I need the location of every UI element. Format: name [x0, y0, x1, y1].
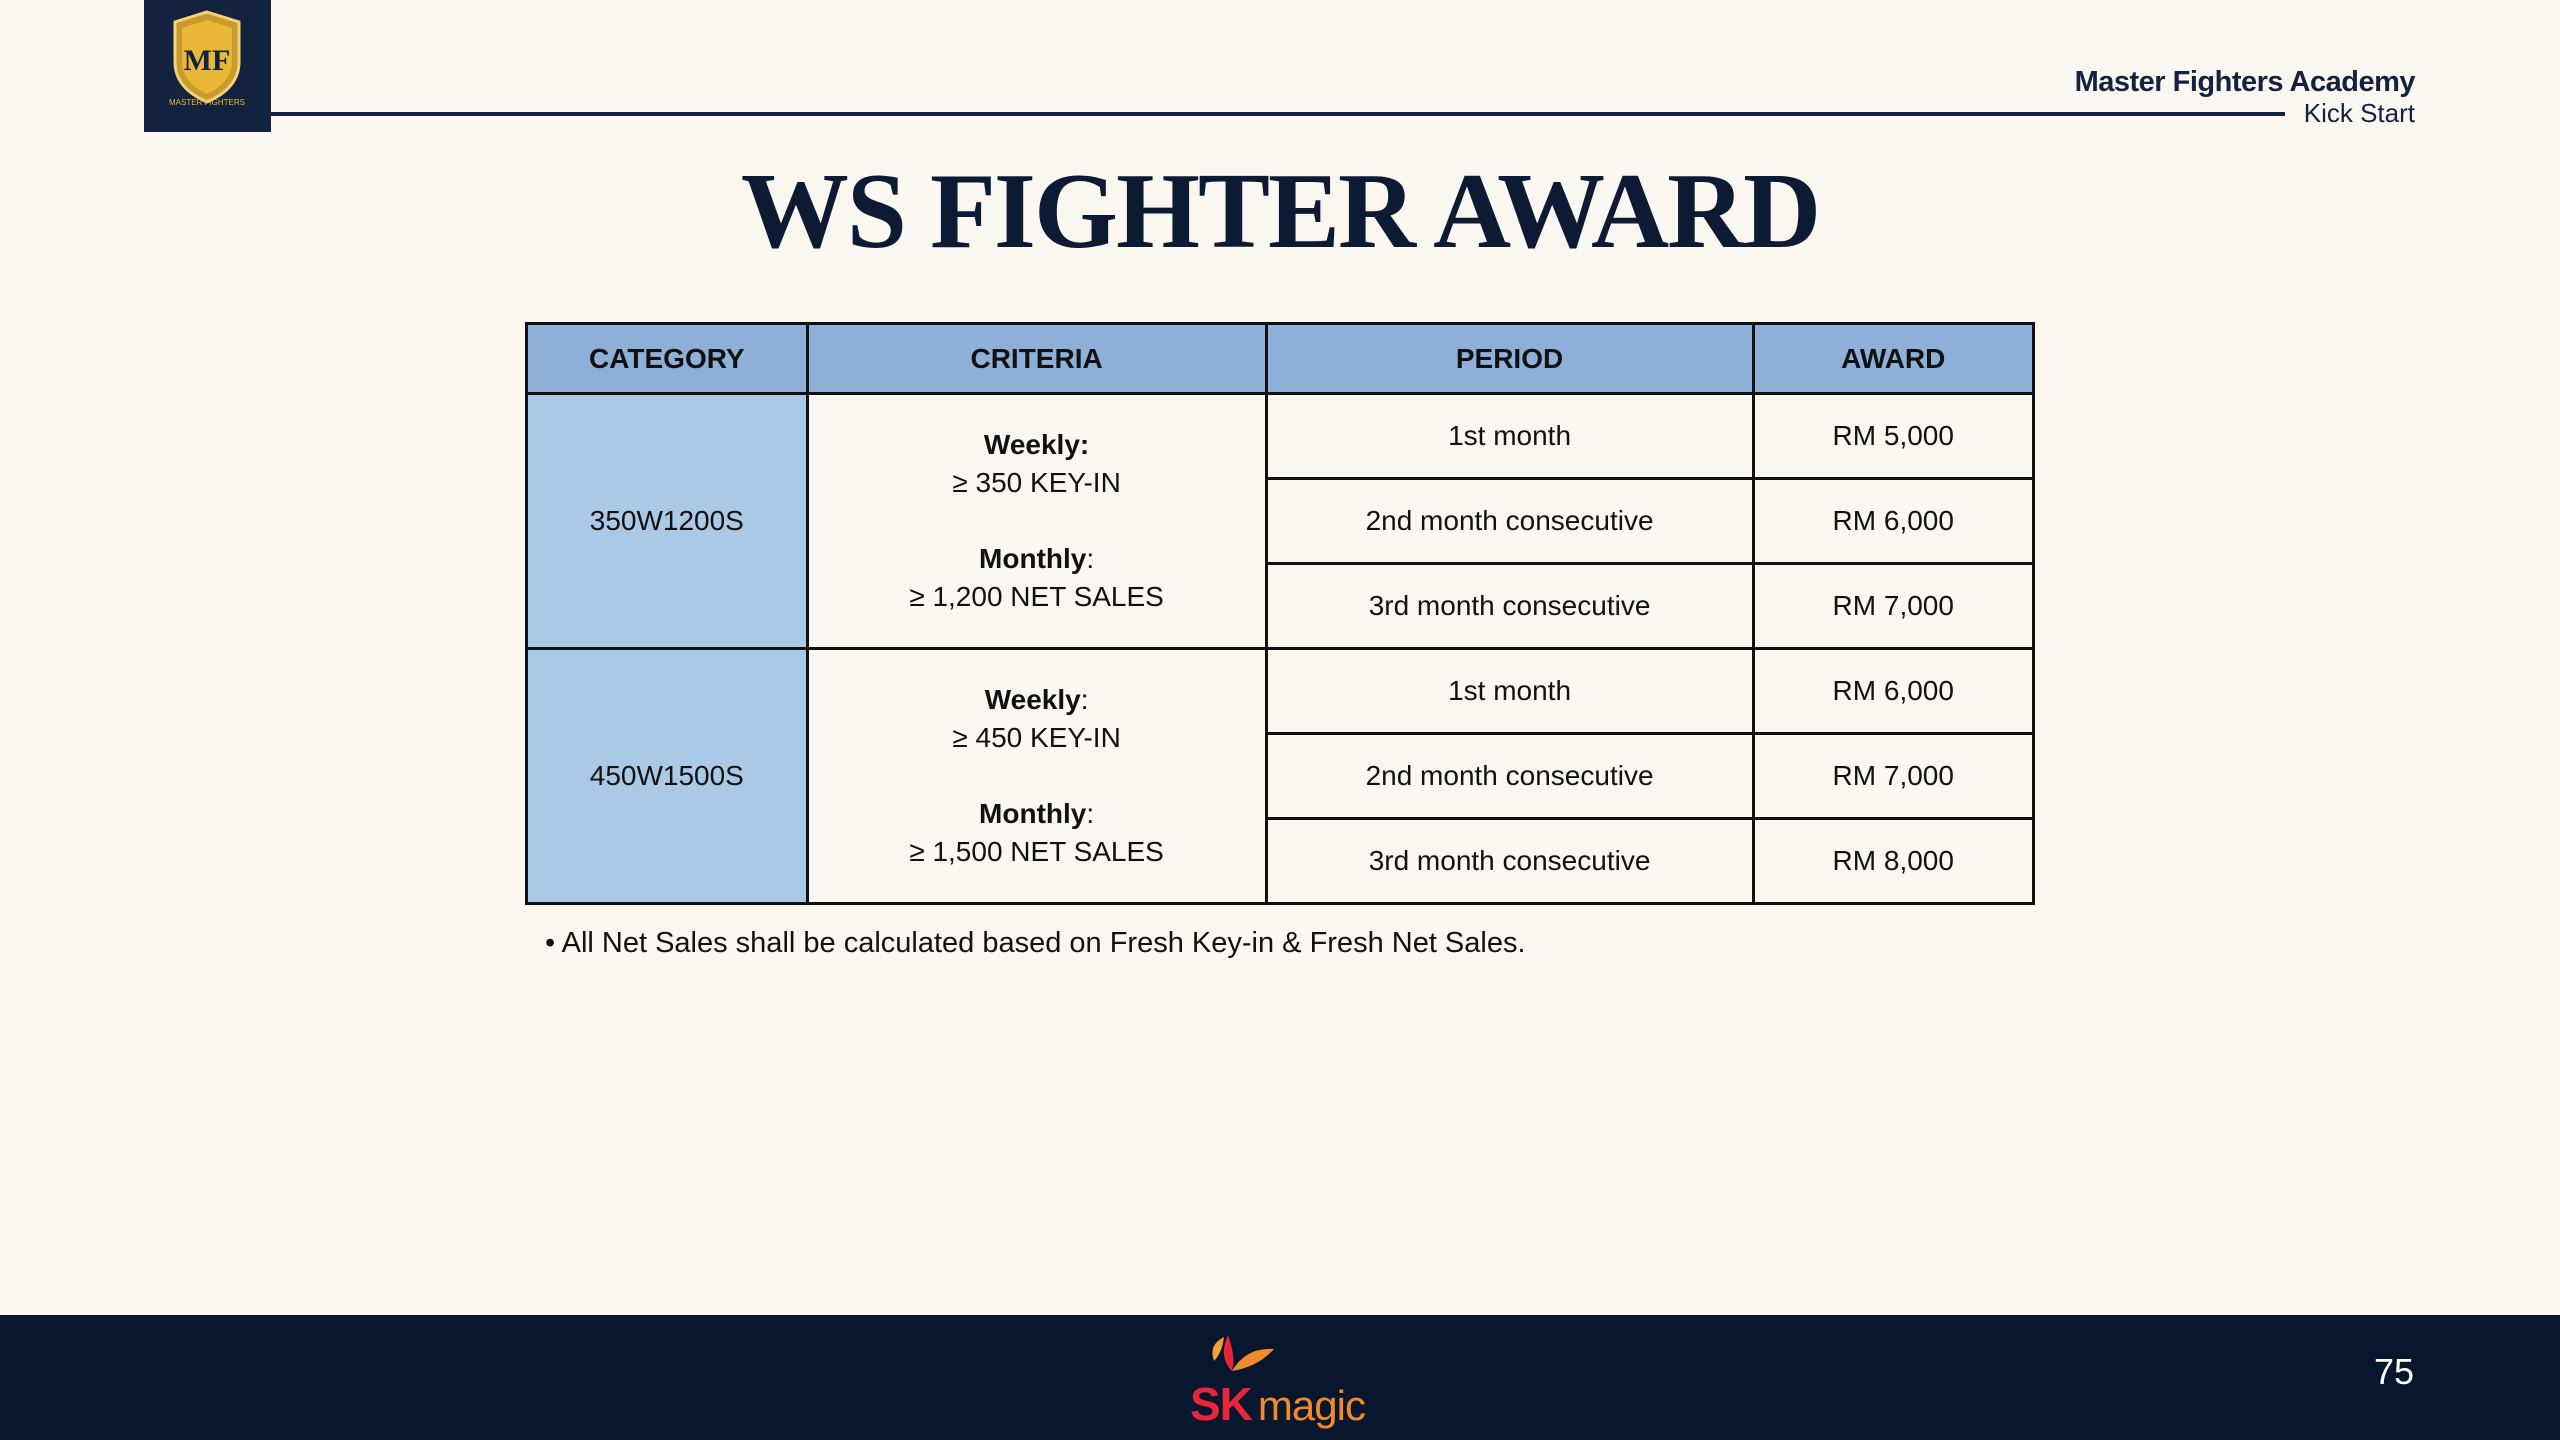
period-cell: 2nd month consecutive: [1266, 734, 1753, 819]
award-cell: RM 7,000: [1753, 564, 2033, 649]
header-category: CATEGORY: [527, 324, 808, 394]
period-cell: 3rd month consecutive: [1266, 819, 1753, 904]
monthly-value: ≥ 1,500 NET SALES: [909, 836, 1164, 867]
criteria-cell: [807, 394, 1266, 649]
award-table: [525, 322, 2035, 905]
weekly-value: ≥ 350 KEY-IN: [952, 467, 1121, 498]
table-row: [527, 394, 2034, 479]
period-cell: 3rd month consecutive: [1266, 564, 1753, 649]
period-cell: 2nd month consecutive: [1266, 479, 1753, 564]
award-cell: RM 8,000: [1753, 819, 2033, 904]
page-title: WS FIGHTER AWARD: [740, 152, 1820, 271]
footnote: • All Net Sales shall be calculated based on Fresh Key-in & Fresh Net Sales.: [545, 927, 1526, 959]
header-divider: [271, 112, 2285, 116]
category-cell: 350W1200S: [527, 394, 808, 649]
award-cell: RM 5,000: [1753, 394, 2033, 479]
category-cell: 450W1500S: [527, 649, 808, 904]
svg-text:MASTER FIGHTERS: MASTER FIGHTERS: [168, 98, 246, 107]
period-cell: 1st month: [1266, 394, 1753, 479]
mfa-logo: [144, 0, 271, 132]
monthly-label: Monthly:: [979, 543, 1095, 574]
award-cell: RM 6,000: [1753, 479, 2033, 564]
award-cell: RM 6,000: [1753, 649, 2033, 734]
monthly-value: ≥ 1,200 NET SALES: [909, 581, 1164, 612]
shield-icon: [144, 0, 271, 132]
header-period: PERIOD: [1266, 324, 1753, 394]
svg-text:MF: MF: [183, 44, 231, 77]
period-cell: 1st month: [1266, 649, 1753, 734]
weekly-label: Weekly:: [984, 684, 1089, 715]
table-header-row: [527, 324, 2034, 394]
table-row: [527, 649, 2034, 734]
brand-subtitle: Kick Start: [2303, 98, 2415, 128]
header-award: AWARD: [1753, 324, 2033, 394]
footer-bar: [0, 1315, 2560, 1440]
weekly-label: Weekly:: [983, 429, 1090, 460]
monthly-label: Monthly:: [979, 798, 1095, 829]
brand-name: Master Fighters Academy: [2074, 66, 2415, 98]
award-cell: RM 7,000: [1753, 734, 2033, 819]
header-criteria: CRITERIA: [807, 324, 1266, 394]
page-number: 75: [2373, 1351, 2414, 1392]
weekly-value: ≥ 450 KEY-IN: [952, 722, 1121, 753]
criteria-cell: [807, 649, 1266, 904]
sk-magic-logo: SK magic: [1190, 1378, 1365, 1430]
